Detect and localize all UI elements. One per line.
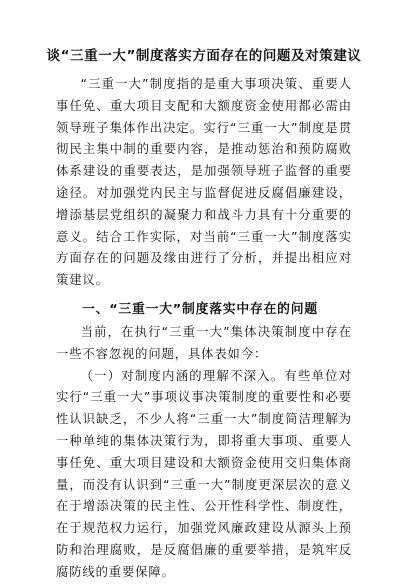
section1-paragraph-2: （一）对制度内涵的理解不深入。有些单位对实行“三重一大”事项议事决策制度的重要性和必要性认识缺乏，不少人将“三重一大”制度简洁理解为一种单纯的集体决策行为，即将重大事项、重要人事任免、重大项目建设和大额资金使用交归集体商量，而没有认识到“三重一大”制度更深层次的意义在于增添决策的民主性、公开性科学性、制度性，在于规范权力运行，加强党风廉政建设从源头上预防和治理腐败，是反腐倡廉的重要举措，是筑牢反腐防线的重要保障。 [56,368,352,579]
section-heading: 一、“三重一大”制度落实中存在的问题 [82,302,318,317]
intro-paragraph: “三重一大”制度指的是重大事项决策、重要人事任免、重大项目支配和大额度资金使用都必需由领导班子集体作出决定。实行“三重一大”制度是贯彻民主集中制的重要内容，是推动惩治和预防腐败体系建设的重要表达，是加强领导班子监督的重要途径。对加强党内民主与监督促进反腐倡廉建设，增添基层党组织的凝聚力和战斗力具有十分重要的意义。结合工作实际，对当前“三重一大”制度落实方面存在的问题及缘由进行了分析，并提出相应对策建议。 [56,77,352,288]
intro-block [56,74,352,292]
section1-block [56,322,352,584]
document-title: 谈“三重一大”制度落实方面存在的问题及对策建议 [46,48,362,64]
section1-paragraph-1: 当前，在执行“三重一大”集体决策制度中存在一些不容忽视的问题，具体表如今： [56,325,352,361]
